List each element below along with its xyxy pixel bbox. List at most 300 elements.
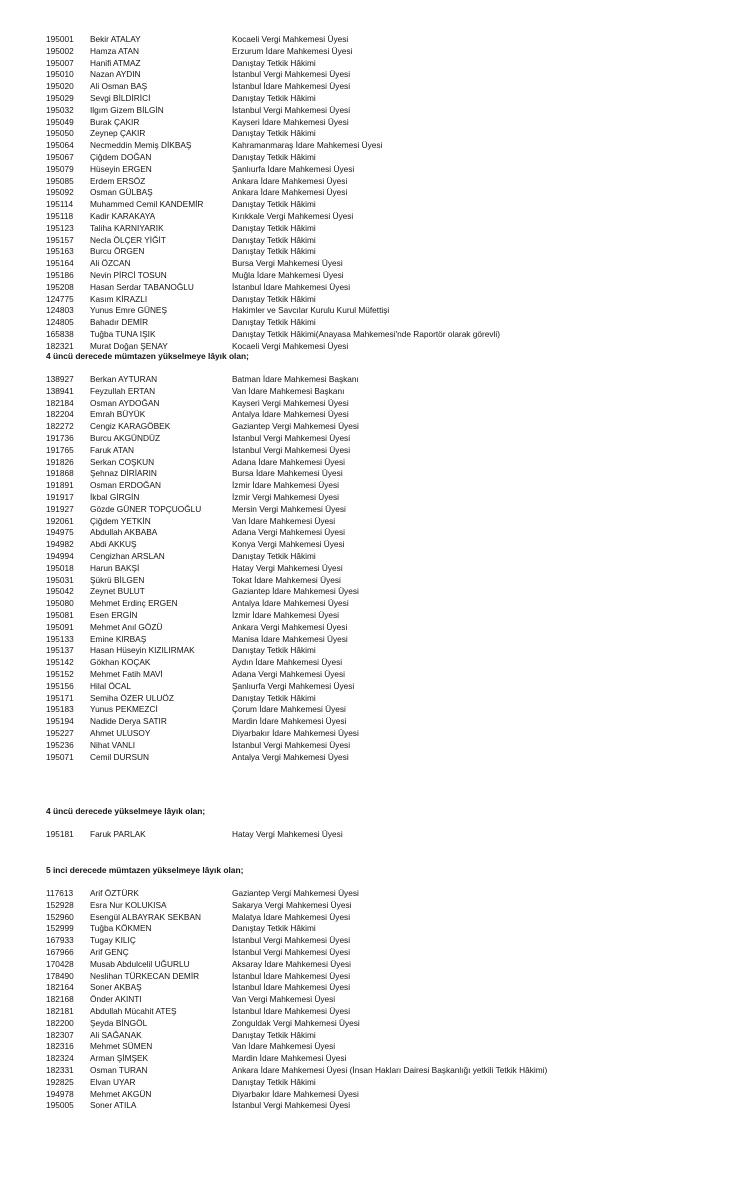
registry-number: 195181 [46, 829, 74, 839]
assigned-position: Danıştay Tetkik Hâkimi [232, 57, 316, 68]
person-name: Mehmet Erdinç ERGEN [90, 598, 178, 609]
registry-number: 178490 [46, 970, 74, 981]
assigned-position: İzmir İdare Mahkemesi Üyesi [232, 480, 339, 491]
registry-number: 195001 [46, 34, 74, 44]
person-name: Çiğdem DOĞAN [90, 151, 152, 162]
person-name: Mehmet Fatih MAVİ [90, 668, 163, 679]
registry-number: 117613 [46, 888, 74, 898]
person-name: Mehmet SÜMEN [90, 1041, 153, 1052]
person-name: Hüseyin ERGEN [90, 163, 152, 174]
person-name: Burcu ÖRGEN [90, 246, 145, 257]
assigned-position: Van Vergi Mahkemesi Üyesi [232, 994, 336, 1005]
appointment-list-section-2 [0, 374, 746, 763]
person-name: Hasan Hüseyin KIZILIRMAK [90, 645, 195, 656]
person-name: Çiğdem YETKİN [90, 515, 151, 526]
assigned-position: İstanbul İdare Mahkemesi Üyesi [232, 1005, 351, 1016]
assigned-position: Gaziantep İdare Mahkemesi Üyesi [232, 586, 359, 597]
list-item [0, 480, 746, 492]
assigned-position: İstanbul İdare Mahkemesi Üyesi [232, 982, 351, 993]
person-name: Sevgi BİLDİRİCİ [90, 92, 151, 103]
assigned-position: İstanbul Vergi Mahkemesi Üyesi [232, 104, 351, 115]
registry-number: 195152 [46, 668, 74, 679]
list-item [0, 1006, 746, 1018]
list-item [0, 187, 746, 199]
assigned-position: Batman İdare Mahkemesi Başkanı [232, 374, 359, 384]
list-item [0, 164, 746, 176]
assigned-position: Danıştay Tetkik Hâkimi [232, 645, 316, 656]
assigned-position: Danıştay Tetkik Hâkimi [232, 151, 316, 162]
list-item [0, 282, 746, 294]
registry-number: 195080 [46, 598, 74, 609]
registry-number: 191826 [46, 456, 74, 467]
registry-number: 167933 [46, 935, 74, 946]
assigned-position: Danıştay Tetkik Hâkimi [232, 234, 316, 245]
list-item [0, 586, 746, 598]
person-name: Emrah BÜYÜK [90, 409, 146, 420]
assigned-position: Kayseri Vergi Mahkemesi Üyesi [232, 397, 349, 408]
list-item [0, 1077, 746, 1089]
list-item [0, 317, 746, 329]
assigned-position: İstanbul Vergi Mahkemesi Üyesi [232, 935, 351, 946]
assigned-position: İstanbul Vergi Mahkemesi Üyesi [232, 1100, 351, 1111]
registry-number: 182272 [46, 421, 74, 432]
registry-number: 191891 [46, 480, 74, 491]
person-name: Serkan COŞKUN [90, 456, 155, 467]
assigned-position: Adana İdare Mahkemesi Üyesi [232, 456, 345, 467]
registry-number: 192825 [46, 1076, 74, 1087]
assigned-position: İstanbul Vergi Mahkemesi Üyesi [232, 739, 351, 750]
section-heading-4th-degree: 4 üncü derecede yükselmeye lâyık olan; [46, 806, 206, 816]
person-name: Kasım KİRAZLI [90, 293, 148, 304]
registry-number: 195142 [46, 657, 74, 668]
registry-number: 195079 [46, 163, 74, 174]
registry-number: 195118 [46, 210, 74, 221]
person-name: İkbal GİRGİN [90, 491, 140, 502]
list-item [0, 971, 746, 983]
person-name: Cengizhan ARSLAN [90, 550, 165, 561]
list-item [0, 752, 746, 764]
list-item [0, 93, 746, 105]
registry-number: 195171 [46, 692, 74, 703]
assigned-position: Kayseri İdare Mahkemesi Üyesi [232, 116, 349, 127]
list-item [0, 374, 746, 386]
assigned-position: Antalya İdare Mahkemesi Üyesi [232, 598, 349, 609]
registry-number: 182164 [46, 982, 74, 993]
list-item [0, 681, 746, 693]
assigned-position: Diyarbakır İdare Mahkemesi Üyesi [232, 727, 359, 738]
list-item [0, 117, 746, 129]
assigned-position: Adana Vergi Mahkemesi Üyesi [232, 668, 345, 679]
assigned-position: Gaziantep Vergi Mahkemesi Üyesi [232, 888, 359, 898]
registry-number: 195164 [46, 258, 74, 269]
person-name: Arman ŞİMŞEK [90, 1053, 149, 1064]
list-item [0, 270, 746, 282]
list-item [0, 105, 746, 117]
person-name: Necmeddin Memiş DİKBAŞ [90, 140, 192, 151]
assigned-position: İstanbul Vergi Mahkemesi Üyesi [232, 69, 351, 80]
registry-number: 195085 [46, 175, 74, 186]
list-item [0, 1089, 746, 1101]
person-name: Mehmet AKGÜN [90, 1088, 152, 1099]
assigned-position: Diyarbakır İdare Mahkemesi Üyesi [232, 1088, 359, 1099]
section-heading-5th-degree-distinguished: 5 inci derecede mümtazen yükselmeye lâyık olan; [46, 865, 244, 875]
person-name: Abdullah Mücahit ATEŞ [90, 1005, 177, 1016]
list-item [0, 398, 746, 410]
registry-number: 195137 [46, 645, 74, 656]
assigned-position: Danıştay Tetkik Hâkimi [232, 246, 316, 257]
list-item [0, 386, 746, 398]
list-item [0, 1053, 746, 1065]
registry-number: 195133 [46, 633, 74, 644]
registry-number: 152999 [46, 923, 74, 934]
assigned-position: Şanlıurfa İdare Mahkemesi Üyesi [232, 163, 355, 174]
assigned-position: Ankara İdare Mahkemesi Üyesi [232, 175, 348, 186]
registry-number: 195227 [46, 727, 74, 738]
assigned-position: Danıştay Tetkik Hâkimi [232, 692, 316, 703]
list-item [0, 445, 746, 457]
registry-number: 165838 [46, 328, 74, 339]
list-item [0, 622, 746, 634]
registry-number: 138927 [46, 374, 74, 384]
registry-number: 195020 [46, 81, 74, 92]
assigned-position: Van İdare Mahkemesi Başkanı [232, 385, 345, 396]
assigned-position: İstanbul Vergi Mahkemesi Üyesi [232, 946, 351, 957]
list-item [0, 1100, 746, 1112]
list-item [0, 152, 746, 164]
registry-number: 124803 [46, 305, 74, 316]
registry-number: 124775 [46, 293, 74, 304]
list-item [0, 409, 746, 421]
registry-number: 195031 [46, 574, 74, 585]
list-item [0, 457, 746, 469]
list-item [0, 258, 746, 270]
person-name: Soner ATILA [90, 1100, 137, 1111]
registry-number: 195005 [46, 1100, 74, 1111]
assigned-position: Kırıkkale Vergi Mahkemesi Üyesi [232, 210, 354, 221]
registry-number: 195050 [46, 128, 74, 139]
list-item [0, 69, 746, 81]
list-item [0, 539, 746, 551]
registry-number: 182324 [46, 1053, 74, 1064]
list-item [0, 246, 746, 258]
person-name: Arif ÖZTÜRK [90, 888, 139, 898]
person-name: Soner AKBAŞ [90, 982, 142, 993]
person-name: Cengiz KARAGÖBEK [90, 421, 171, 432]
list-item [0, 294, 746, 306]
person-name: Semiha ÖZER ULUÖZ [90, 692, 174, 703]
assigned-position: Ankara İdare Mahkemesi Üyesi (İnsan Hakları Dairesi Başkanlığı yetkili Tetkik Hâkimi) [232, 1064, 548, 1075]
assigned-position: Şanlıurfa Vergi Mahkemesi Üyesi [232, 680, 355, 691]
registry-number: 182321 [46, 340, 74, 351]
list-item [0, 551, 746, 563]
list-item [0, 421, 746, 433]
assigned-position: Danıştay Tetkik Hâkimi [232, 293, 316, 304]
registry-number: 195029 [46, 92, 74, 103]
assigned-position: İzmir Vergi Mahkemesi Üyesi [232, 491, 339, 502]
person-name: Hamza ATAN [90, 45, 140, 56]
registry-number: 182307 [46, 1029, 74, 1040]
list-item [0, 1065, 746, 1077]
registry-number: 138941 [46, 385, 74, 396]
person-name: Tugay KILIÇ [90, 935, 136, 946]
person-name: Ahmet ULUSOY [90, 727, 151, 738]
list-item [0, 329, 746, 341]
section-heading-4th-degree-distinguished: 4 üncü derecede mümtazen yükselmeye lâyık olan; [46, 351, 249, 361]
list-item [0, 176, 746, 188]
person-name: Arif GENÇ [90, 946, 129, 957]
assigned-position: Tokat İdare Mahkemesi Üyesi [232, 574, 341, 585]
list-item [0, 657, 746, 669]
person-name: Şehnaz DİRİARIN [90, 468, 157, 479]
assigned-position: Ankara Vergi Mahkemesi Üyesi [232, 621, 348, 632]
assigned-position: Danıştay Tetkik Hâkimi [232, 550, 316, 561]
assigned-position: İstanbul İdare Mahkemesi Üyesi [232, 970, 351, 981]
assigned-position: Danıştay Tetkik Hâkimi [232, 128, 316, 139]
registry-number: 195032 [46, 104, 74, 115]
assigned-position: Hatay Vergi Mahkemesi Üyesi [232, 829, 343, 839]
list-item [0, 912, 746, 924]
list-item [0, 728, 746, 740]
person-name: Abdi AKKUŞ [90, 539, 137, 550]
person-name: Nihat VANLI [90, 739, 136, 750]
person-name: Tuğba TUNA IŞIK [90, 328, 156, 339]
person-name: Erdem ERSÖZ [90, 175, 146, 186]
person-name: Ali SAĞANAK [90, 1029, 142, 1040]
list-item [0, 504, 746, 516]
assigned-position: Aksaray İdare Mahkemesi Üyesi [232, 958, 351, 969]
person-name: Muhammed Cemil KANDEMİR [90, 199, 204, 210]
person-name: Hilal ÖCAL [90, 680, 132, 691]
registry-number: 195071 [46, 751, 74, 762]
appointment-list-section-3 [0, 829, 746, 841]
list-item [0, 527, 746, 539]
assigned-position: Danıştay Tetkik Hâkimi [232, 222, 316, 233]
person-name: Neslihan TÜRKECAN DEMİR [90, 970, 200, 981]
list-item [0, 433, 746, 445]
list-item [0, 829, 746, 841]
person-name: Osman GÜLBAŞ [90, 187, 153, 198]
person-name: Ilgım Gizem BİLGİN [90, 104, 164, 115]
list-item [0, 740, 746, 752]
list-item [0, 1041, 746, 1053]
person-name: Yunus Emre GÜNEŞ [90, 305, 168, 316]
list-item [0, 516, 746, 528]
registry-number: 191868 [46, 468, 74, 479]
registry-number: 191736 [46, 432, 74, 443]
registry-number: 152928 [46, 899, 74, 910]
assigned-position: Danıştay Tetkik Hâkimi [232, 1029, 316, 1040]
person-name: Şeyda BİNGÖL [90, 1017, 148, 1028]
assigned-position: Bursa Vergi Mahkemesi Üyesi [232, 258, 343, 269]
list-item [0, 959, 746, 971]
registry-number: 170428 [46, 958, 74, 969]
assigned-position: Kahramanmaraş İdare Mahkemesi Üyesi [232, 140, 383, 151]
assigned-position: Antalya İdare Mahkemesi Üyesi [232, 409, 349, 420]
person-name: Zeynet BULUT [90, 586, 145, 597]
registry-number: 191927 [46, 503, 74, 514]
list-item [0, 947, 746, 959]
assigned-position: Mardin İdare Mahkemesi Üyesi [232, 1053, 347, 1064]
person-name: Osman ERDOĞAN [90, 480, 161, 491]
list-item [0, 468, 746, 480]
assigned-position: İzmir İdare Mahkemesi Üyesi [232, 609, 339, 620]
assigned-position: İstanbul Vergi Mahkemesi Üyesi [232, 432, 351, 443]
registry-number: 195163 [46, 246, 74, 257]
list-item [0, 199, 746, 211]
list-item [0, 140, 746, 152]
list-item [0, 58, 746, 70]
registry-number: 195067 [46, 151, 74, 162]
person-name: Nazan AYDIN [90, 69, 141, 80]
appointment-list-section-4 [0, 888, 746, 1112]
list-item [0, 1030, 746, 1042]
person-name: Harun BAKŞİ [90, 562, 140, 573]
assigned-position: Sakarya Vergi Mahkemesi Üyesi [232, 899, 352, 910]
person-name: Cemil DURSUN [90, 751, 150, 762]
list-item [0, 46, 746, 58]
assigned-position: Zonguldak Vergi Mahkemesi Üyesi [232, 1017, 360, 1028]
assigned-position: Danıştay Tetkik Hâkimi(Anayasa Mahkemesi'nde Raportör olarak görevli) [232, 328, 500, 339]
assigned-position: İstanbul İdare Mahkemesi Üyesi [232, 281, 351, 292]
assigned-position: Malatya İdare Mahkemesi Üyesi [232, 911, 351, 922]
assigned-position: Bursa İdare Mahkemesi Üyesi [232, 468, 343, 479]
list-item [0, 645, 746, 657]
list-item [0, 211, 746, 223]
list-item [0, 634, 746, 646]
registry-number: 192061 [46, 515, 74, 526]
assigned-position: Kocaeli Vergi Mahkemesi Üyesi [232, 34, 349, 44]
assigned-position: Mardin İdare Mahkemesi Üyesi [232, 716, 347, 727]
person-name: Hanifi ATMAZ [90, 57, 141, 68]
list-item [0, 598, 746, 610]
registry-number: 182168 [46, 994, 74, 1005]
person-name: Burcu AKGÜNDÜZ [90, 432, 161, 443]
person-name: Esengül ALBAYRAK SEKBAN [90, 911, 201, 922]
assigned-position: Muğla İdare Mahkemesi Üyesi [232, 269, 344, 280]
assigned-position: Van İdare Mahkemesi Üyesi [232, 1041, 336, 1052]
registry-number: 194982 [46, 539, 74, 550]
registry-number: 195007 [46, 57, 74, 68]
person-name: Faruk ATAN [90, 444, 134, 455]
person-name: Osman TURAN [90, 1064, 148, 1075]
registry-number: 195042 [46, 586, 74, 597]
registry-number: 195092 [46, 187, 74, 198]
person-name: Ali ÖZCAN [90, 258, 131, 269]
person-name: Kadir KARAKAYA [90, 210, 156, 221]
registry-number: 195091 [46, 621, 74, 632]
list-item [0, 305, 746, 317]
registry-number: 195157 [46, 234, 74, 245]
registry-number: 182200 [46, 1017, 74, 1028]
assigned-position: Danıştay Tetkik Hâkimi [232, 317, 316, 328]
person-name: Faruk PARLAK [90, 829, 146, 839]
registry-number: 195123 [46, 222, 74, 233]
list-item [0, 693, 746, 705]
person-name: Bekir ATALAY [90, 34, 141, 44]
registry-number: 195049 [46, 116, 74, 127]
person-name: Bahadır DEMİR [90, 317, 149, 328]
registry-number: 194994 [46, 550, 74, 561]
person-name: Emine KIRBAŞ [90, 633, 147, 644]
registry-number: 191917 [46, 491, 74, 502]
list-item [0, 982, 746, 994]
assigned-position: Danıştay Tetkik Hâkimi [232, 923, 316, 934]
registry-number: 195183 [46, 704, 74, 715]
assigned-position: Manisa İdare Mahkemesi Üyesi [232, 633, 348, 644]
person-name: Tuğba KÖKMEN [90, 923, 152, 934]
person-name: Taliha KARNIYARIK [90, 222, 164, 233]
list-item [0, 716, 746, 728]
assigned-position: Erzurum İdare Mahkemesi Üyesi [232, 45, 353, 56]
person-name: Şükrü BİLGEN [90, 574, 145, 585]
assigned-position: İstanbul Vergi Mahkemesi Üyesi [232, 444, 351, 455]
assigned-position: Ankara İdare Mahkemesi Üyesi [232, 187, 348, 198]
list-item [0, 1018, 746, 1030]
list-item [0, 575, 746, 587]
registry-number: 194975 [46, 527, 74, 538]
list-item [0, 492, 746, 504]
list-item [0, 888, 746, 900]
registry-number: 195114 [46, 199, 74, 210]
person-name: Feyzullah ERTAN [90, 385, 156, 396]
list-item [0, 235, 746, 247]
list-item [0, 34, 746, 46]
registry-number: 124805 [46, 317, 74, 328]
assigned-position: Adana Vergi Mahkemesi Üyesi [232, 527, 345, 538]
person-name: Burak ÇAKIR [90, 116, 140, 127]
person-name: Nadide Derya SATIR [90, 716, 167, 727]
registry-number: 195156 [46, 680, 74, 691]
list-item [0, 935, 746, 947]
person-name: Musab Abdulcelil UĞURLU [90, 958, 190, 969]
assigned-position: Danıştay Tetkik Hâkimi [232, 1076, 316, 1087]
list-item [0, 994, 746, 1006]
registry-number: 152960 [46, 911, 74, 922]
person-name: Gökhan KOÇAK [90, 657, 151, 668]
assigned-position: Gaziantep Vergi Mahkemesi Üyesi [232, 421, 359, 432]
list-item [0, 923, 746, 935]
person-name: Osman AYDOĞAN [90, 397, 160, 408]
person-name: Ali Osman BAŞ [90, 81, 148, 92]
person-name: Murat Doğan ŞENAY [90, 340, 168, 351]
person-name: Berkan AYTURAN [90, 374, 158, 384]
list-item [0, 900, 746, 912]
registry-number: 195010 [46, 69, 74, 80]
registry-number: 195018 [46, 562, 74, 573]
registry-number: 195002 [46, 45, 74, 56]
registry-number: 182181 [46, 1005, 74, 1016]
assigned-position: Mersin Vergi Mahkemesi Üyesi [232, 503, 346, 514]
registry-number: 195081 [46, 609, 74, 620]
registry-number: 195236 [46, 739, 74, 750]
person-name: Hasan Serdar TABANOĞLU [90, 281, 194, 292]
registry-number: 195186 [46, 269, 74, 280]
list-item [0, 223, 746, 235]
registry-number: 195194 [46, 716, 74, 727]
person-name: Önder AKINTI [90, 994, 142, 1005]
person-name: Esra Nur KOLUKISA [90, 899, 167, 910]
person-name: Esen ERGİN [90, 609, 138, 620]
list-item [0, 610, 746, 622]
person-name: Mehmet Anıl GÖZÜ [90, 621, 163, 632]
assigned-position: Danıştay Tetkik Hâkimi [232, 199, 316, 210]
registry-number: 195064 [46, 140, 74, 151]
assigned-position: Van İdare Mahkemesi Üyesi [232, 515, 336, 526]
registry-number: 182316 [46, 1041, 74, 1052]
assigned-position: Hatay Vergi Mahkemesi Üyesi [232, 562, 343, 573]
assigned-position: Çorum İdare Mahkemesi Üyesi [232, 704, 346, 715]
list-item [0, 669, 746, 681]
